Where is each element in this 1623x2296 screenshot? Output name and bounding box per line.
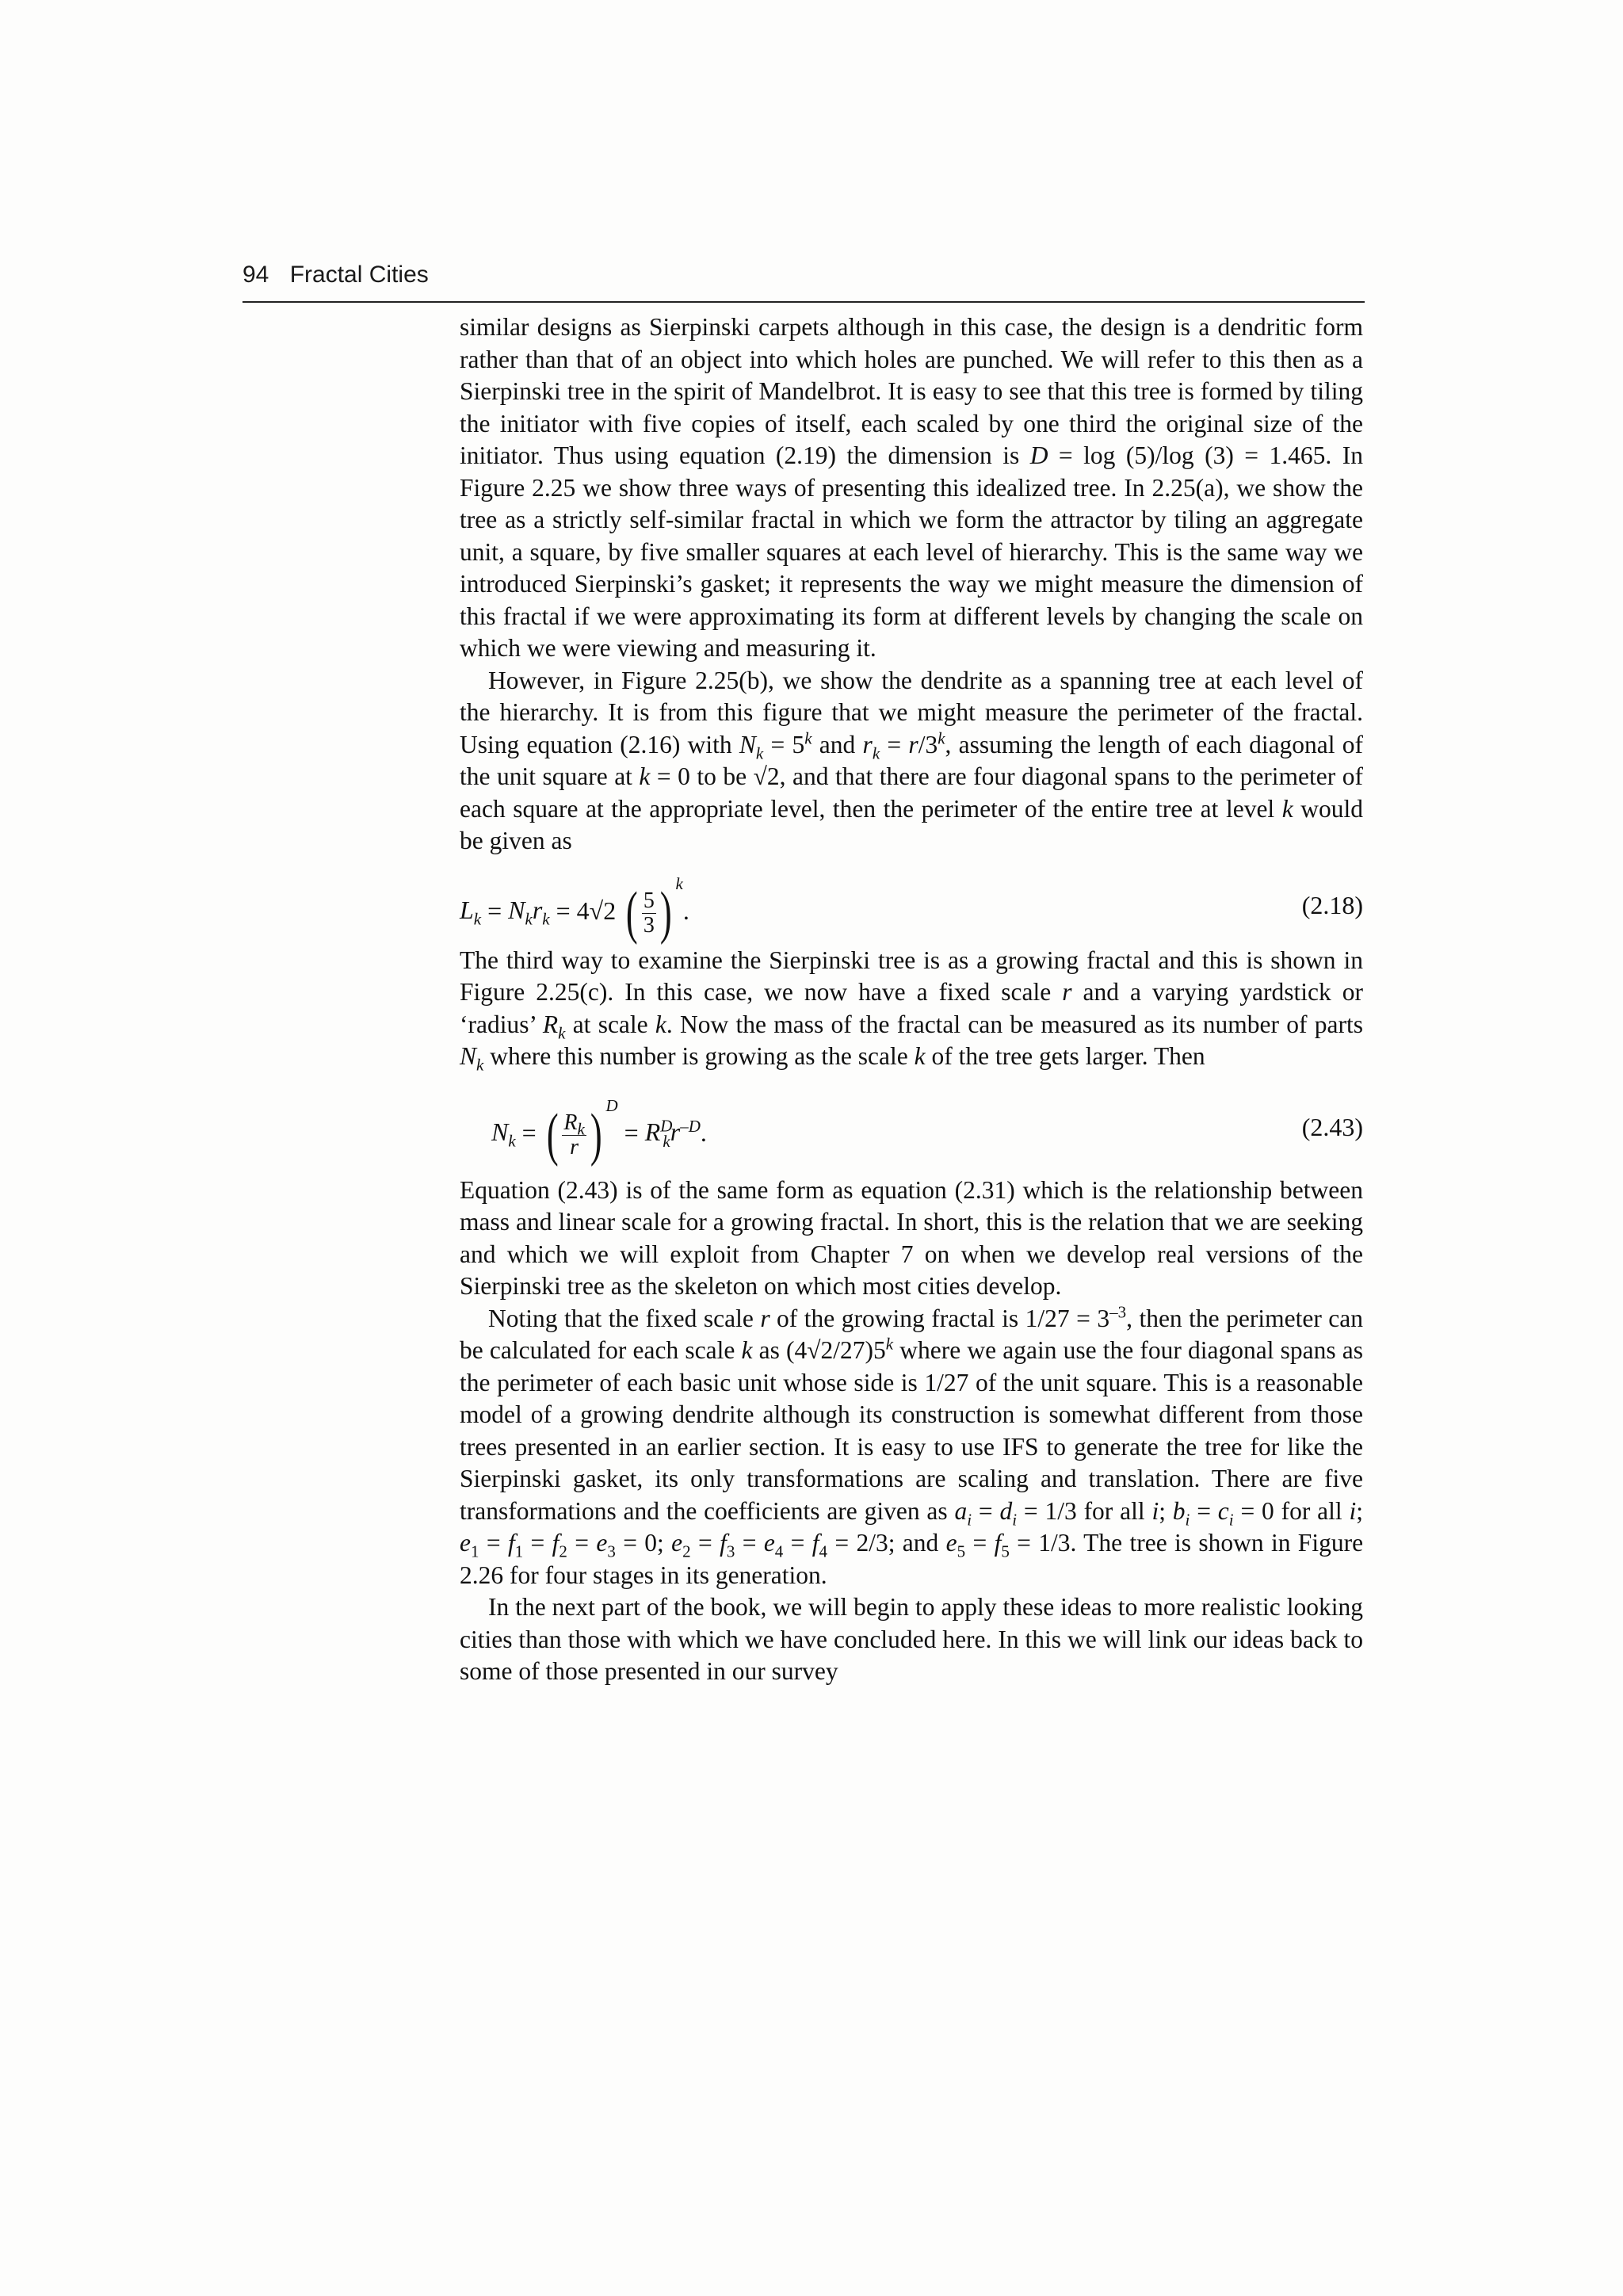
page-number: 94 <box>242 262 269 288</box>
paragraph-2: However, in Figure 2.25(b), we show the dendrite as a spanning tree at each level of the hierarchy. It is from this figure that we might measure the perimeter of the fractal. Using equation (2.16) with $N_k = 5^k$ and $r_k = r/3^k$, assuming the length of each diagonal of the unit square at k = 0 to be √2, and that there are four diagonal spans to the perimeter of each square at the appropriate level, then the perimeter of the entire tree at level k would be given as <box>460 666 1364 854</box>
book-title: Fractal Cities <box>289 262 429 288</box>
equation-number: (2.43) <box>1301 1112 1363 1141</box>
body-text <box>460 311 1363 1688</box>
paragraph-1: similar designs as Sierpinski carpets although in this case, the design is a dendritic form rather than that of an object into which holes are punched. We will refer to this then as a Sierpinski tree in the spirit of Mandelbrot. It is easy to see that this tree is formed by tiling the initiator with five copies of itself, each scaled by one third the original size of the initiator. Thus using equation (2.19) the dimension is D = log (5)/log (3) = 1.465. In Figure 2.25 we show three ways of presenting this idealized tree. In 2.25(a), we show the tree as a strictly self-similar fractal in which we form the attractor by tiling an aggregate unit, a square, by five smaller squares at each level of hierarchy. This is the same way we introduced Sierpinski’s gasket; it represents the way we might measure the dimension of this fractal if we were approximating its form at different levels by changing the scale on which we were viewing and measuring it. <box>460 313 1364 662</box>
equation-2-43 <box>460 1073 1363 1175</box>
equation-number: (2.18) <box>1301 890 1363 919</box>
paragraph-4: Equation (2.43) is of the same form as equation (2.31) which is the relationship between mass and linear scale for a growing fractal. In short, this is the relation that we are seeking and which we will exploit from Chapter 7 on when we develop real versions of the Sierpinski tree as the skeleton on which most cities develop. <box>460 1175 1363 1300</box>
paragraph-3: The third way to examine the Sierpinski tree is as a growing fractal and this is shown in Figure 2.25(c). In this case, we now have a fixed scale r and a varying yardstick or ‘radius’ $R_k$ at scale k. Now the mass of the fractal can be measured as its number of parts $N_k$ where this number is growing as the scale k of the tree gets larger. Then <box>460 946 1364 1075</box>
header-rule <box>242 301 1365 303</box>
running-head <box>242 262 429 288</box>
equation-2-43-expression: $N_k$ = ( $\frac{R_k}{r}$ ) $^D = R^D_kr^{-D}$. <box>491 1095 707 1167</box>
equation-2-18-expression: $L_k = N_kr_k = 4√2$ ( $\frac{5}{3}$ ) $^k$. <box>460 873 689 946</box>
paragraph-6: In the next part of the book, we will begin to apply these ideas to more realistic looking cities than those with which we have concluded here. In this we will link our ideas back to some of those presented in our survey <box>460 1593 1363 1685</box>
equation-2-18 <box>460 858 1363 945</box>
paragraph-5: Noting that the fixed scale r of the growing fractal is $1/27 = 3^{-3}$, then the perimeter can be calculated for each scale k as (4√2/27)5$^k$ where we again use the four diagonal spans as the perimeter of each basic unit whose side is 1/27 of the unit square. This is a reasonable model of a growing dendrite although its construction is somewhat different from those trees presented in an earlier section. It is easy to use IFS to generate the tree for like the Sierpinski gasket, its only transformations are scaling and translation. There are five transformations and the coefficients are given as $a_i = d_i = 1/3$ for all i; $b_i = c_i = 0$ for all i; $e_1 = f_1 = f_2 = e_3 = 0$; $e_2 = f_3 = e_4 = f_4 = 2/3$; and $e_5 = f_5 = 1/3$. The tree is shown in Figure 2.26 for four stages in its generation. <box>460 1302 1364 1589</box>
